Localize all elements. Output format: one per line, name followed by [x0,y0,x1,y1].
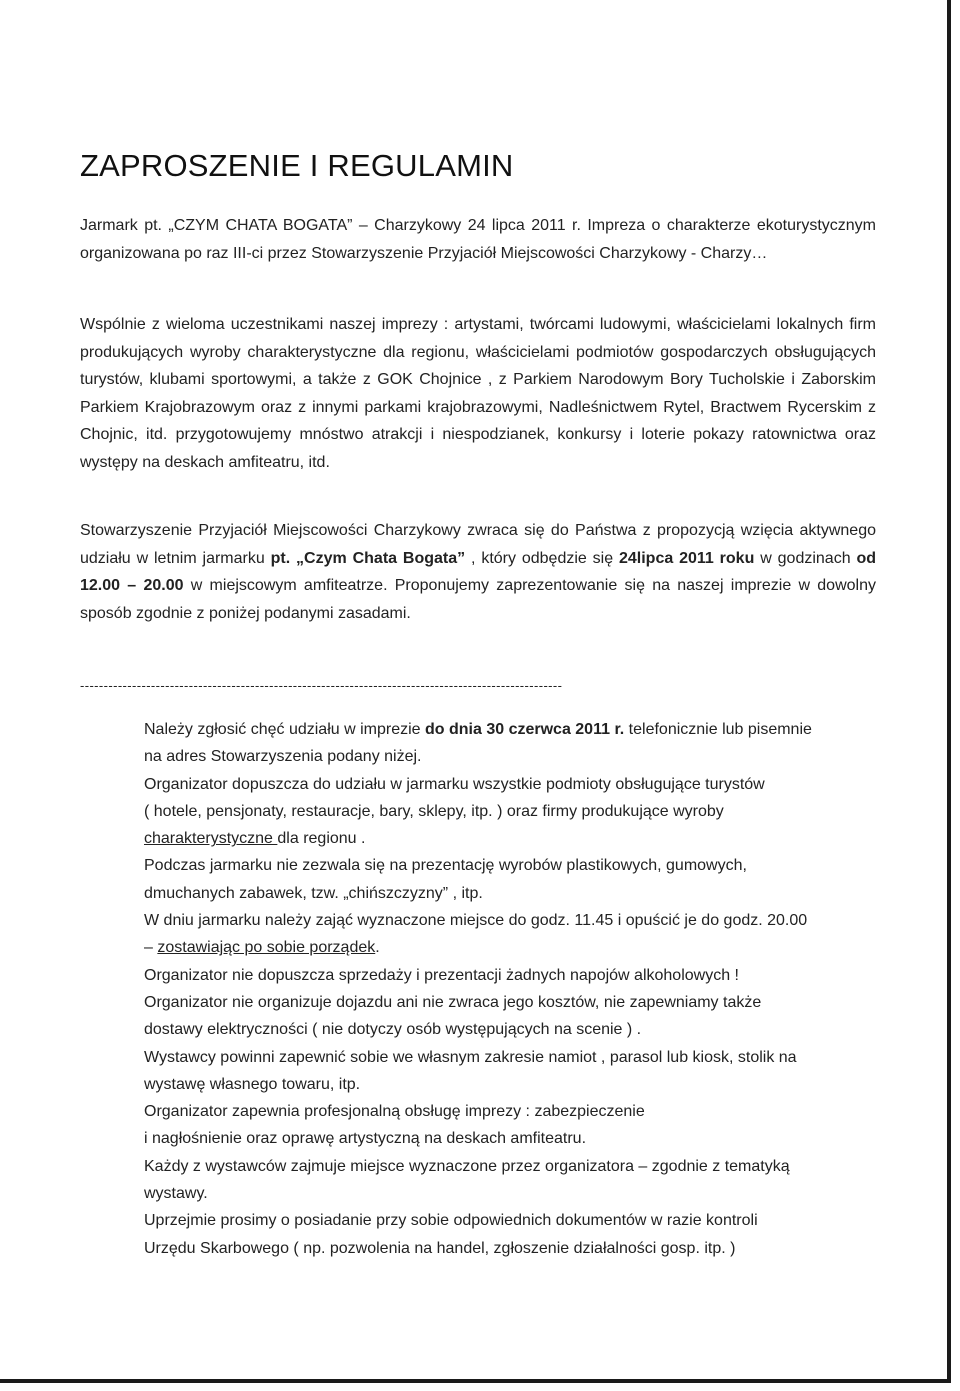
event-name: pt. „Czym Chata Bogata” [270,549,466,567]
registration-deadline: do dnia 30 czerwca 2011 r. [425,721,625,738]
rule-text: Uprzejmie prosimy o posiadanie przy sobie odpowiednich dokumentów w razie kontroli [144,1212,758,1230]
rule-text: dostawy elektryczności ( nie dotyczy osób występujących na scenie ) . [144,1021,642,1039]
rule-text: Organizator dopuszcza do udziału w jarmarku wszystkie podmioty obsługujące turystów [144,775,765,793]
rule-hours [144,907,884,962]
rule-text: Urzędu Skarbowego ( np. pozwolenia na handel, zgłoszenie działalności gosp. itp. ) [144,1239,736,1257]
rule-transport [144,989,884,1044]
event-time-dash: – [120,577,144,594]
rule-text: dla regionu . [277,830,366,848]
intro-paragraph: Jarmark pt. „CZYM CHATA BOGATA” – Charzykowy 24 lipca 2011 r. Impreza o charakterze ekoturystycznym organizowana po raz III-ci przez Stowarzyszenie Przyjaciół Miejscowości Charzykowy - Charzy… [80,217,876,262]
rule-organizer-services [144,1098,884,1153]
rule-alcohol [144,962,884,989]
rule-text: na adres Stowarzyszenia podany niżej. [144,748,422,766]
description-paragraph: Wspólnie z wieloma uczestnikami naszej imprezy : artystami, twórcami ludowymi, właścicielami lokalnych firm produkujących wyroby charakterystyczne dla regionu, właścicielami podmiotów gospodarczych obsługujących turystów, klubami sportowymi, a także z GOK Chojnice , z Parkiem Narodowym Bory Tucholskie i Zaborskim Parkiem Krajobrazowym oraz z innymi parkami krajobrazowymi, Nadleśnictwem Rytel, Bractwem Rycerskim z Chojnic, itd. przygotowujemy mnóstwo atrakcji i niespodzianek, konkursy i loterie pokazy ratownictwa oraz występy na deskach amfiteatru, itd. [80,316,876,471]
rule-text: wystawy. [144,1185,208,1203]
invitation-text-4: w miejscowym amfiteatrze. Proponujemy zaprezentowanie się na naszej imprezie w dowolny sposób zgodnie z poniżej podanymi zasadami. [80,577,876,622]
rule-documents [144,1207,884,1262]
rule-text: Organizator zapewnia profesjonalną obsługę imprezy : zabezpieczenie [144,1103,645,1121]
invitation-text-1: Stowarzyszenie Przyjaciół Miejscowości Charzykowy zwraca się do Państwa z propozycją wzięcia aktywnego udziału w letnim jarmarku [80,522,876,567]
rule-text-underlined: zostawiając po sobie porządek [157,939,376,957]
event-date: 24lipca 2011 roku [618,549,755,567]
rule-text: Wystawcy powinni zapewnić sobie we własnym zakresie namiot , parasol lub kiosk, stolik na [144,1048,797,1066]
invitation-text-2: , który odbędzie się [465,549,619,567]
rule-text: W dniu jarmarku należy zająć wyznaczone miejsce do godz. 11.45 i opuścić je do godz. 20.00 [144,912,808,930]
rule-text: – [144,939,158,957]
event-time-from: od 12.00 [80,549,876,594]
rule-placement [144,1153,884,1208]
rule-text: telefonicznie lub pisemnie [624,721,812,738]
rule-equipment [144,1044,884,1099]
separator-line: ------------------------------------------------------------------------------------------------------ [80,678,563,693]
rule-registration [144,716,884,771]
rule-text: i nagłośnienie oraz oprawę artystyczną na deskach amfiteatru. [144,1130,587,1148]
event-time-to: 20.00 [143,577,184,594]
rule-text: Organizator nie organizuje dojazdu ani nie zwraca jego kosztów, nie zapewniamy także [144,993,762,1011]
invitation-paragraph [80,517,876,627]
rule-text: wystawę własnego towaru, itp. [144,1075,361,1093]
rule-text: Każdy z wystawców zajmuje miejsce wyznaczone przez organizatora – zgodnie z tematyką [144,1157,790,1175]
rule-text: . [375,939,380,957]
rules-list [144,716,884,1262]
rule-text: dmuchanych zabawek, tzw. „chińszczyzny” , itp. [144,884,483,902]
rule-text: ( hotele, pensjonaty, restauracje, bary, sklepy, itp. ) oraz firmy produkujące wyroby [144,802,724,820]
page-title: ZAPROSZENIE I REGULAMIN [80,148,514,183]
rule-text: Podczas jarmarku nie zezwala się na prezentację wyrobów plastikowych, gumowych, [144,857,747,875]
invitation-text-3: w godzinach [754,549,857,567]
rule-text: Należy zgłosić chęć udziału w imprezie [144,721,425,738]
rule-text-underlined: charakterystyczne [144,830,278,848]
rule-participants [144,771,884,853]
rule-text: Organizator nie dopuszcza sprzedaży i prezentacji żadnych napojów alkoholowych ! [144,966,739,984]
rule-prohibited-goods [144,852,884,907]
